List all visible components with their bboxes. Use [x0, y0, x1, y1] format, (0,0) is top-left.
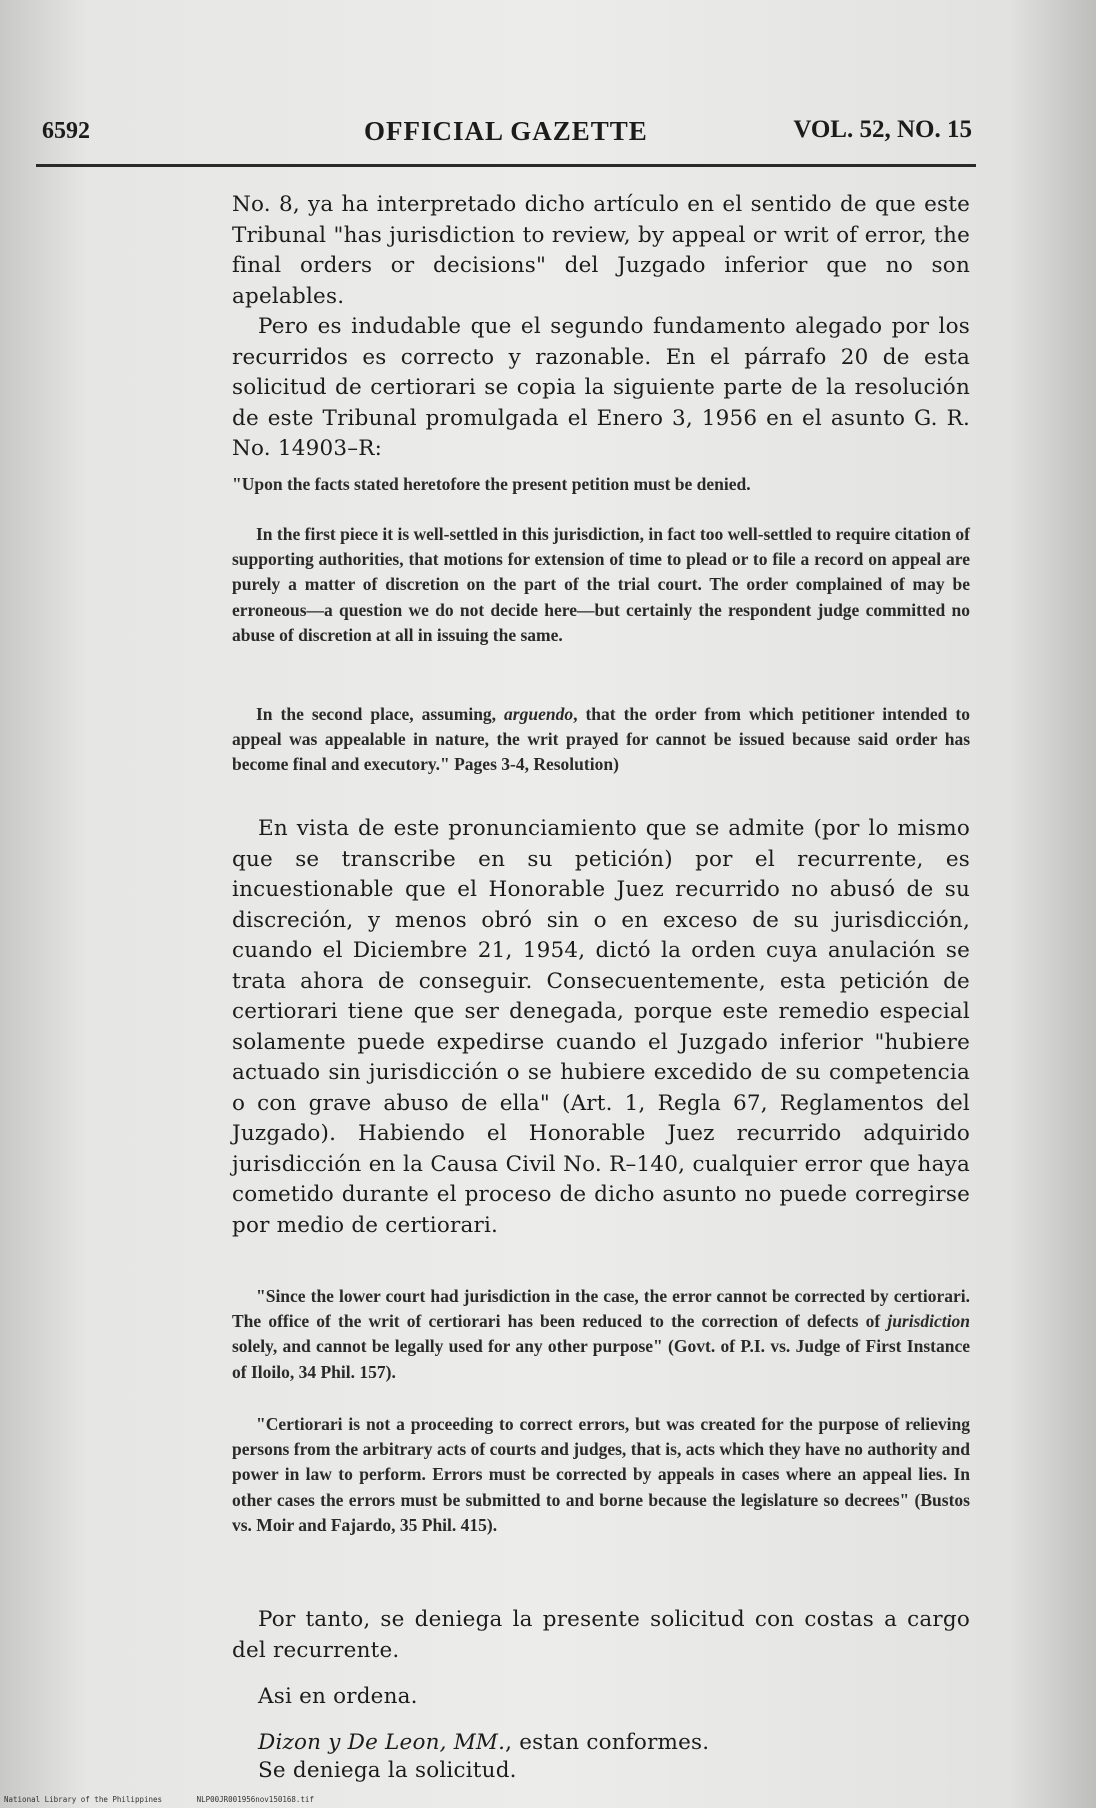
- paragraph-2: Pero es indudable que el segundo fundamento alegado por los recurridos es correcto y razonable. En el párrafo 20 de esta solicitud de certiorari se copia la siguiente parte de la resolución de este Tribunal promulgada el Enero 3, 1956 en el asunto G. R. No. 14903–R:: [232, 314, 970, 461]
- paragraph-3: En vista de este pronunciamiento que se admite (por lo mismo que se transcribe en su petición) por el recurrente, es incuestionable que el Honorable Juez recurrido no abusó de su discreción, y menos obró sin o en exceso de su jurisdicción, cuando el Diciembre 21, 1954, dictó la orden cuya anulación se trata ahora de conseguir. Consecuentemente, esta petición de certiorari tiene que ser denegada, porque este remedio especial solamente puede expedirse cuando el Juzgado inferior "hubiere actuado sin jurisdicción o se hubiere excedido de su competencia o con grave abuso de ella" (Art. 1, Regla 67, Reglamentos del Juzgado). Habiendo el Honorable Juez recurrido adquirido jurisdicción en la Causa Civil No. R–140, cualquier error que haya cometido durante el proceso de dicho asunto no puede corregirse por medio de certiorari.: [232, 816, 970, 1238]
- quote-4-text-b: solely, and cannot be legally used for any other purpose" (Govt. of P.I. vs. Judge of First Instance of Iloilo, 34 Phil. 157).: [232, 1336, 970, 1382]
- quote-3: [232, 702, 970, 778]
- header-rule: [36, 164, 976, 167]
- quote-5: "Certiorari is not a proceeding to correct errors, but was created for the purpose of relieving persons from the arbitrary acts of courts and judges, that is, acts which they have no authority and power in law to perform. Errors must be corrected by appeals in cases where an appeal lies. In other cases the errors must be submitted to and borne because the legislature so decrees" (Bustos vs. Moir and Fajardo, 35 Phil. 415).: [232, 1414, 970, 1535]
- quote-4-italic: jurisdiction: [887, 1311, 970, 1332]
- paragraph-6-text: , estan conformes.: [505, 1730, 710, 1755]
- page-number: 6592: [42, 118, 90, 144]
- paragraph-5: Asi en ordena.: [258, 1684, 418, 1709]
- quote-3-text-a: In the second place, assuming,: [256, 704, 505, 724]
- paragraph-7: Se deniega la solicitud.: [258, 1758, 517, 1783]
- quote-3-text-b: , that the order from which petitioner intended to appeal was appealable in nature, the writ prayed for cannot be issued because said order has become final and executory." Pages 3-4, Resolution): [232, 704, 970, 775]
- scan-footer: [4, 1795, 344, 1804]
- quote-2: In the first piece it is well-settled in this jurisdiction, in fact too well-settled to require citation of supporting authorities, that motions for extension of time to plead or to file a record on appeal are purely a matter of discretion on the part of the trial court. The order complained of may be erroneous—a question we do not decide here—but certainly the respondent judge committed no abuse of discretion at all in issuing the same.: [232, 524, 970, 645]
- page-header: [42, 114, 972, 154]
- volume-number: VOL. 52, NO. 15: [793, 116, 972, 143]
- paragraph-6: [232, 1728, 970, 1759]
- file-label: NLP00JR001956nov150168.tif: [196, 1795, 314, 1804]
- library-label: National Library of the Philippines: [4, 1795, 163, 1804]
- quote-4-text-a: "Since the lower court had jurisdiction in the case, the error cannot be corrected by certiorari. The office of the writ of certiorari has been reduced to the correction of defects of: [232, 1286, 970, 1332]
- paragraph-1: No. 8, ya ha interpretado dicho artículo en el sentido de que este Tribunal "has jurisdiction to review, by appeal or writ of error, the final orders or decisions" del Juzgado inferior que no son apelables.: [232, 192, 970, 309]
- publication-title: OFFICIAL GAZETTE: [364, 116, 648, 146]
- quote-4: [232, 1284, 970, 1385]
- quote-1: "Upon the facts stated heretofore the present petition must be denied.: [232, 474, 751, 494]
- paragraph-4: Por tanto, se deniega la presente solicitud con costas a cargo del recurrente.: [232, 1607, 970, 1663]
- judges-names: Dizon y De Leon, MM.: [258, 1730, 506, 1755]
- quote-3-italic: arguendo: [504, 704, 574, 724]
